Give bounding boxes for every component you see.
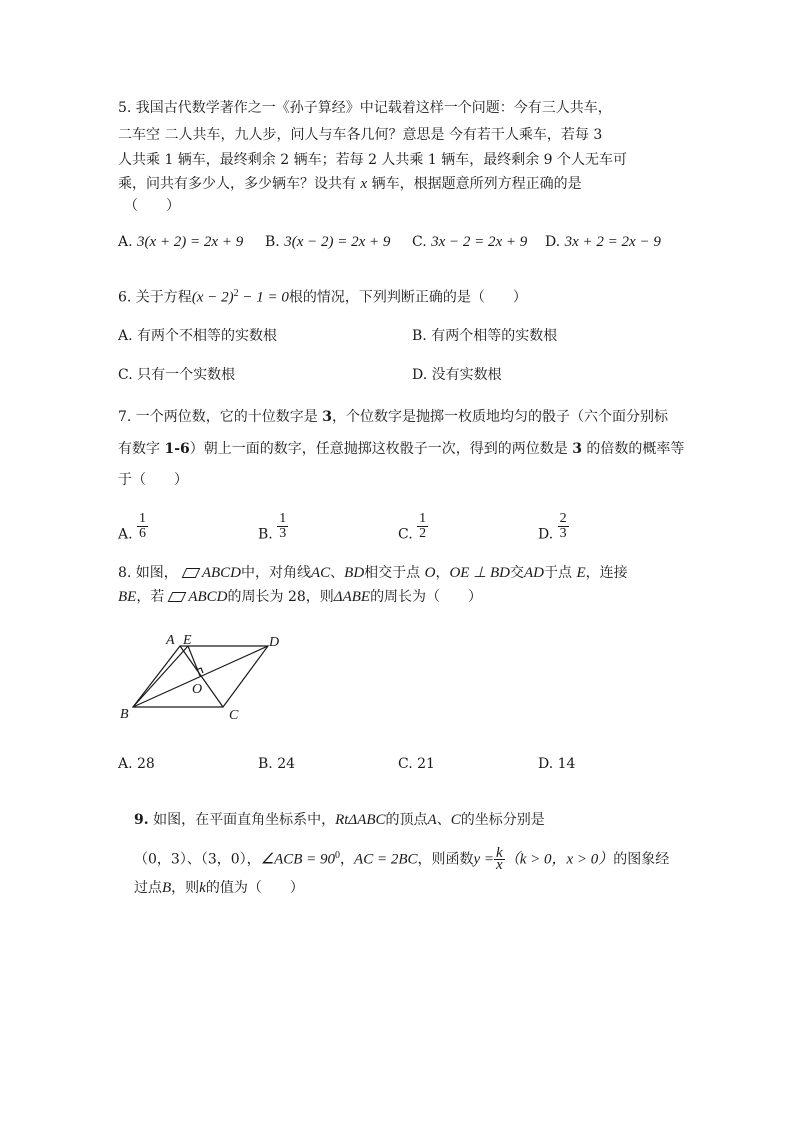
q5-option-a-label: A. <box>118 234 133 250</box>
q9-text: 的图象经 <box>613 851 670 868</box>
q9-text: 过点 <box>134 880 162 896</box>
q8-text: ， <box>435 565 450 581</box>
fraction-denominator: 6 <box>139 526 147 541</box>
q8-option-d[interactable] <box>538 754 575 774</box>
q8-text: ，连接 <box>585 565 628 581</box>
q7-line-2-a: 有数字 <box>118 441 165 457</box>
q7-line-2-e: 的倍数的概率等 <box>581 441 685 457</box>
q9-math: AC = 2BC <box>354 851 418 868</box>
q8-option-b-label: B. <box>258 756 273 772</box>
q8-text: 中，对角线 <box>240 565 311 581</box>
parallelogram-symbol-icon <box>168 592 187 602</box>
q9-math: y = <box>473 851 495 868</box>
q7-line-3: 于（ ） <box>118 472 188 488</box>
q7-option-b[interactable] <box>258 512 288 545</box>
q7-option-c-fraction <box>417 512 428 541</box>
q5-option-a-expr: 3(x + 2) = 2x + 9 <box>137 234 244 250</box>
q6-option-c-label: C. <box>118 367 133 383</box>
q9-math: A <box>427 812 437 828</box>
q6-option-b-text: 有两个相等的实数根 <box>431 328 558 344</box>
q8-option-c-label: C. <box>398 756 413 772</box>
q5-option-b-expr: 3(x − 2) = 2x + 9 <box>284 234 391 250</box>
q5-line-4-text-a: 乘，问共有多少人，多少辆车？设共有 <box>118 176 356 192</box>
q9-text: 的顶点 <box>385 812 428 828</box>
q9-math: （k > 0，x > 0） <box>504 851 614 868</box>
q9-degree-superscript: 0 <box>335 850 341 861</box>
q8-option-d-text: 14 <box>557 756 576 772</box>
q8-option-c[interactable] <box>398 754 435 774</box>
q7-line-1 <box>118 407 668 427</box>
q5-answer-paren: （ ） <box>124 198 180 214</box>
fraction-denominator: x <box>496 857 503 874</box>
q8-math: ΔABE <box>333 589 371 605</box>
q9-text: 的坐标分别是 <box>460 812 545 828</box>
q8-line-2 <box>118 587 482 607</box>
q8-option-d-label: D. <box>538 756 554 772</box>
q8-math: OE ⊥ BD <box>449 565 511 581</box>
q8-line-1 <box>118 563 628 583</box>
q8-option-a[interactable] <box>118 754 155 774</box>
q8-math: BD <box>344 565 365 581</box>
q8-math: AC <box>310 565 331 581</box>
q6-option-d-text: 没有实数根 <box>431 367 502 383</box>
q6-option-b-label: B. <box>412 328 427 344</box>
q8-math: BE <box>118 589 137 605</box>
fraction-denominator: 2 <box>419 526 427 541</box>
q6-equation-base: (x − 2) <box>191 289 234 306</box>
q7-option-d[interactable] <box>538 512 569 545</box>
q6-option-b[interactable] <box>412 326 557 346</box>
q8-text: 、 <box>330 565 345 581</box>
q7-option-d-label: D. <box>538 526 554 543</box>
q7-option-a-fraction <box>137 512 148 541</box>
q8-math: AD <box>524 565 545 581</box>
q8-option-a-text: 28 <box>137 756 155 772</box>
point-label-o: O <box>192 682 203 697</box>
fraction-numerator: k <box>496 845 503 862</box>
q5-option-c[interactable] <box>412 232 527 252</box>
q9-text: ， <box>340 851 355 868</box>
q6-suffix: 根的情况，下列判断正确的是（ ） <box>288 289 527 306</box>
q5-option-d-label: D. <box>545 234 561 250</box>
fraction-numerator: 2 <box>559 511 567 526</box>
q8-text: 于点 <box>544 565 577 581</box>
q9-line-2 <box>134 845 670 874</box>
point-label-e: E <box>183 633 192 648</box>
q8-text: 8. 如图， <box>118 565 178 581</box>
q6-stem <box>118 284 527 308</box>
q8-parallelogram-figure <box>110 628 290 724</box>
fraction-numerator: 1 <box>419 511 427 526</box>
q7-option-c[interactable] <box>398 512 428 545</box>
q7-line-1-a: 7. 一个两位数，它的十位数字是 <box>118 409 323 425</box>
vertex-label-a: A <box>166 633 175 648</box>
q9-line-3 <box>134 878 304 898</box>
q7-line-2-c: ）朝上一面的数字，任意抛掷这枚骰子一次，得到的两位数是 <box>189 441 573 457</box>
q5-variable-x: x <box>360 176 368 192</box>
q6-prefix: 6. 关于方程 <box>118 289 192 306</box>
q5-line-3: 人共乘 1 辆车，最终剩余 2 辆车；若每 2 人共乘 1 辆车，最终剩余 9 个人无车可 <box>118 152 628 168</box>
q5-option-c-expr: 3x − 2 = 2x + 9 <box>431 234 528 250</box>
q8-math: O <box>424 565 436 581</box>
fraction-denominator: 3 <box>279 526 287 541</box>
q8-text: 的周长为 28，则 <box>227 589 334 605</box>
q9-text: ，则 <box>171 880 200 896</box>
q5-line-4 <box>118 174 582 194</box>
q7-option-b-label: B. <box>258 526 273 543</box>
q9-line-1 <box>134 810 545 830</box>
q5-option-a[interactable] <box>118 232 243 252</box>
q9-math: k <box>199 880 206 896</box>
q7-option-b-fraction <box>277 512 288 541</box>
q6-option-d-label: D. <box>412 367 428 383</box>
q8-text: 相交于点 <box>364 565 425 581</box>
q9-text: 的值为（ ） <box>205 880 304 896</box>
q6-option-a-text: 有两个不相等的实数根 <box>137 328 278 344</box>
q7-option-c-label: C. <box>398 526 413 543</box>
q7-line-2-digit: 3 <box>572 441 582 457</box>
q6-option-a-label: A. <box>118 328 133 344</box>
vertex-label-c: C <box>229 708 239 723</box>
q9-text: 如图，在平面直角坐标系中， <box>148 812 336 828</box>
q5-option-b-label: B. <box>265 234 280 250</box>
q8-math: E <box>576 565 586 581</box>
q6-option-a[interactable] <box>118 326 277 346</box>
q9-text: 、 <box>436 812 451 828</box>
q5-line-4-text-b: 辆车，根据题意所列方程正确的是 <box>371 176 582 192</box>
q8-math: ABCD <box>188 589 228 605</box>
q8-option-c-text: 21 <box>417 756 435 772</box>
q5-line-1: 5. 我国古代数学著作之一《孙子算经》中记载着这样一个问题：今有三人共车， <box>118 100 612 116</box>
q5-option-d[interactable] <box>545 232 661 252</box>
q5-option-c-label: C. <box>412 234 427 250</box>
q5-option-b[interactable] <box>265 232 390 252</box>
q9-math: C <box>450 812 461 828</box>
q7-line-2-range: 1-6 <box>164 441 190 457</box>
q9-coordinates: （0，3）、（3，0）， <box>134 851 261 868</box>
q7-option-a-label: A. <box>118 526 133 543</box>
fraction-numerator: 1 <box>139 511 147 526</box>
q8-option-a-label: A. <box>118 756 133 772</box>
q9-fraction-k-over-x <box>494 845 505 874</box>
fraction-denominator: 3 <box>559 526 567 541</box>
q8-text: 的周长为（ ） <box>370 589 483 605</box>
q8-text: ，若 <box>136 589 165 605</box>
q6-option-c[interactable] <box>118 365 235 385</box>
parallelogram-symbol-icon <box>181 568 200 578</box>
segment-be <box>133 646 188 707</box>
q8-math: ABCD <box>201 565 241 581</box>
q6-equation-exponent: 2 <box>233 288 239 299</box>
q8-option-b[interactable] <box>258 754 295 774</box>
q9-math: B <box>162 880 172 896</box>
segment-oe <box>188 646 200 676</box>
fraction-numerator: 1 <box>279 511 287 526</box>
q9-math: ∠ACB = 90 <box>260 851 336 868</box>
q7-option-a[interactable] <box>118 512 148 545</box>
q9-math: RtΔABC <box>335 812 386 828</box>
q9-text: ，则函数 <box>417 851 474 868</box>
q5-option-d-expr: 3x + 2 = 2x − 9 <box>564 234 661 250</box>
q7-line-1-c: ，个位数字是抛掷一枚质地均匀的骰子（六个面分别标 <box>332 409 669 425</box>
q8-option-b-text: 24 <box>277 756 296 772</box>
vertex-label-b: B <box>120 707 129 722</box>
q7-option-d-fraction <box>558 512 569 541</box>
q6-equation-rest: − 1 = 0 <box>238 289 289 306</box>
q5-line-2: 二车空 二人共车，九人步，问人与车各几何？意思是 今有若干人乘车，若每 3 <box>118 127 603 143</box>
q6-option-d[interactable] <box>412 365 502 385</box>
vertex-label-d: D <box>269 635 280 650</box>
q7-line-2 <box>118 439 684 459</box>
diagonal-bd <box>133 646 268 707</box>
q9-number: 9. <box>134 812 149 828</box>
q7-line-1-digit: 3 <box>322 409 333 425</box>
q6-option-c-text: 只有一个实数根 <box>137 367 236 383</box>
q8-text: 交 <box>510 565 525 581</box>
